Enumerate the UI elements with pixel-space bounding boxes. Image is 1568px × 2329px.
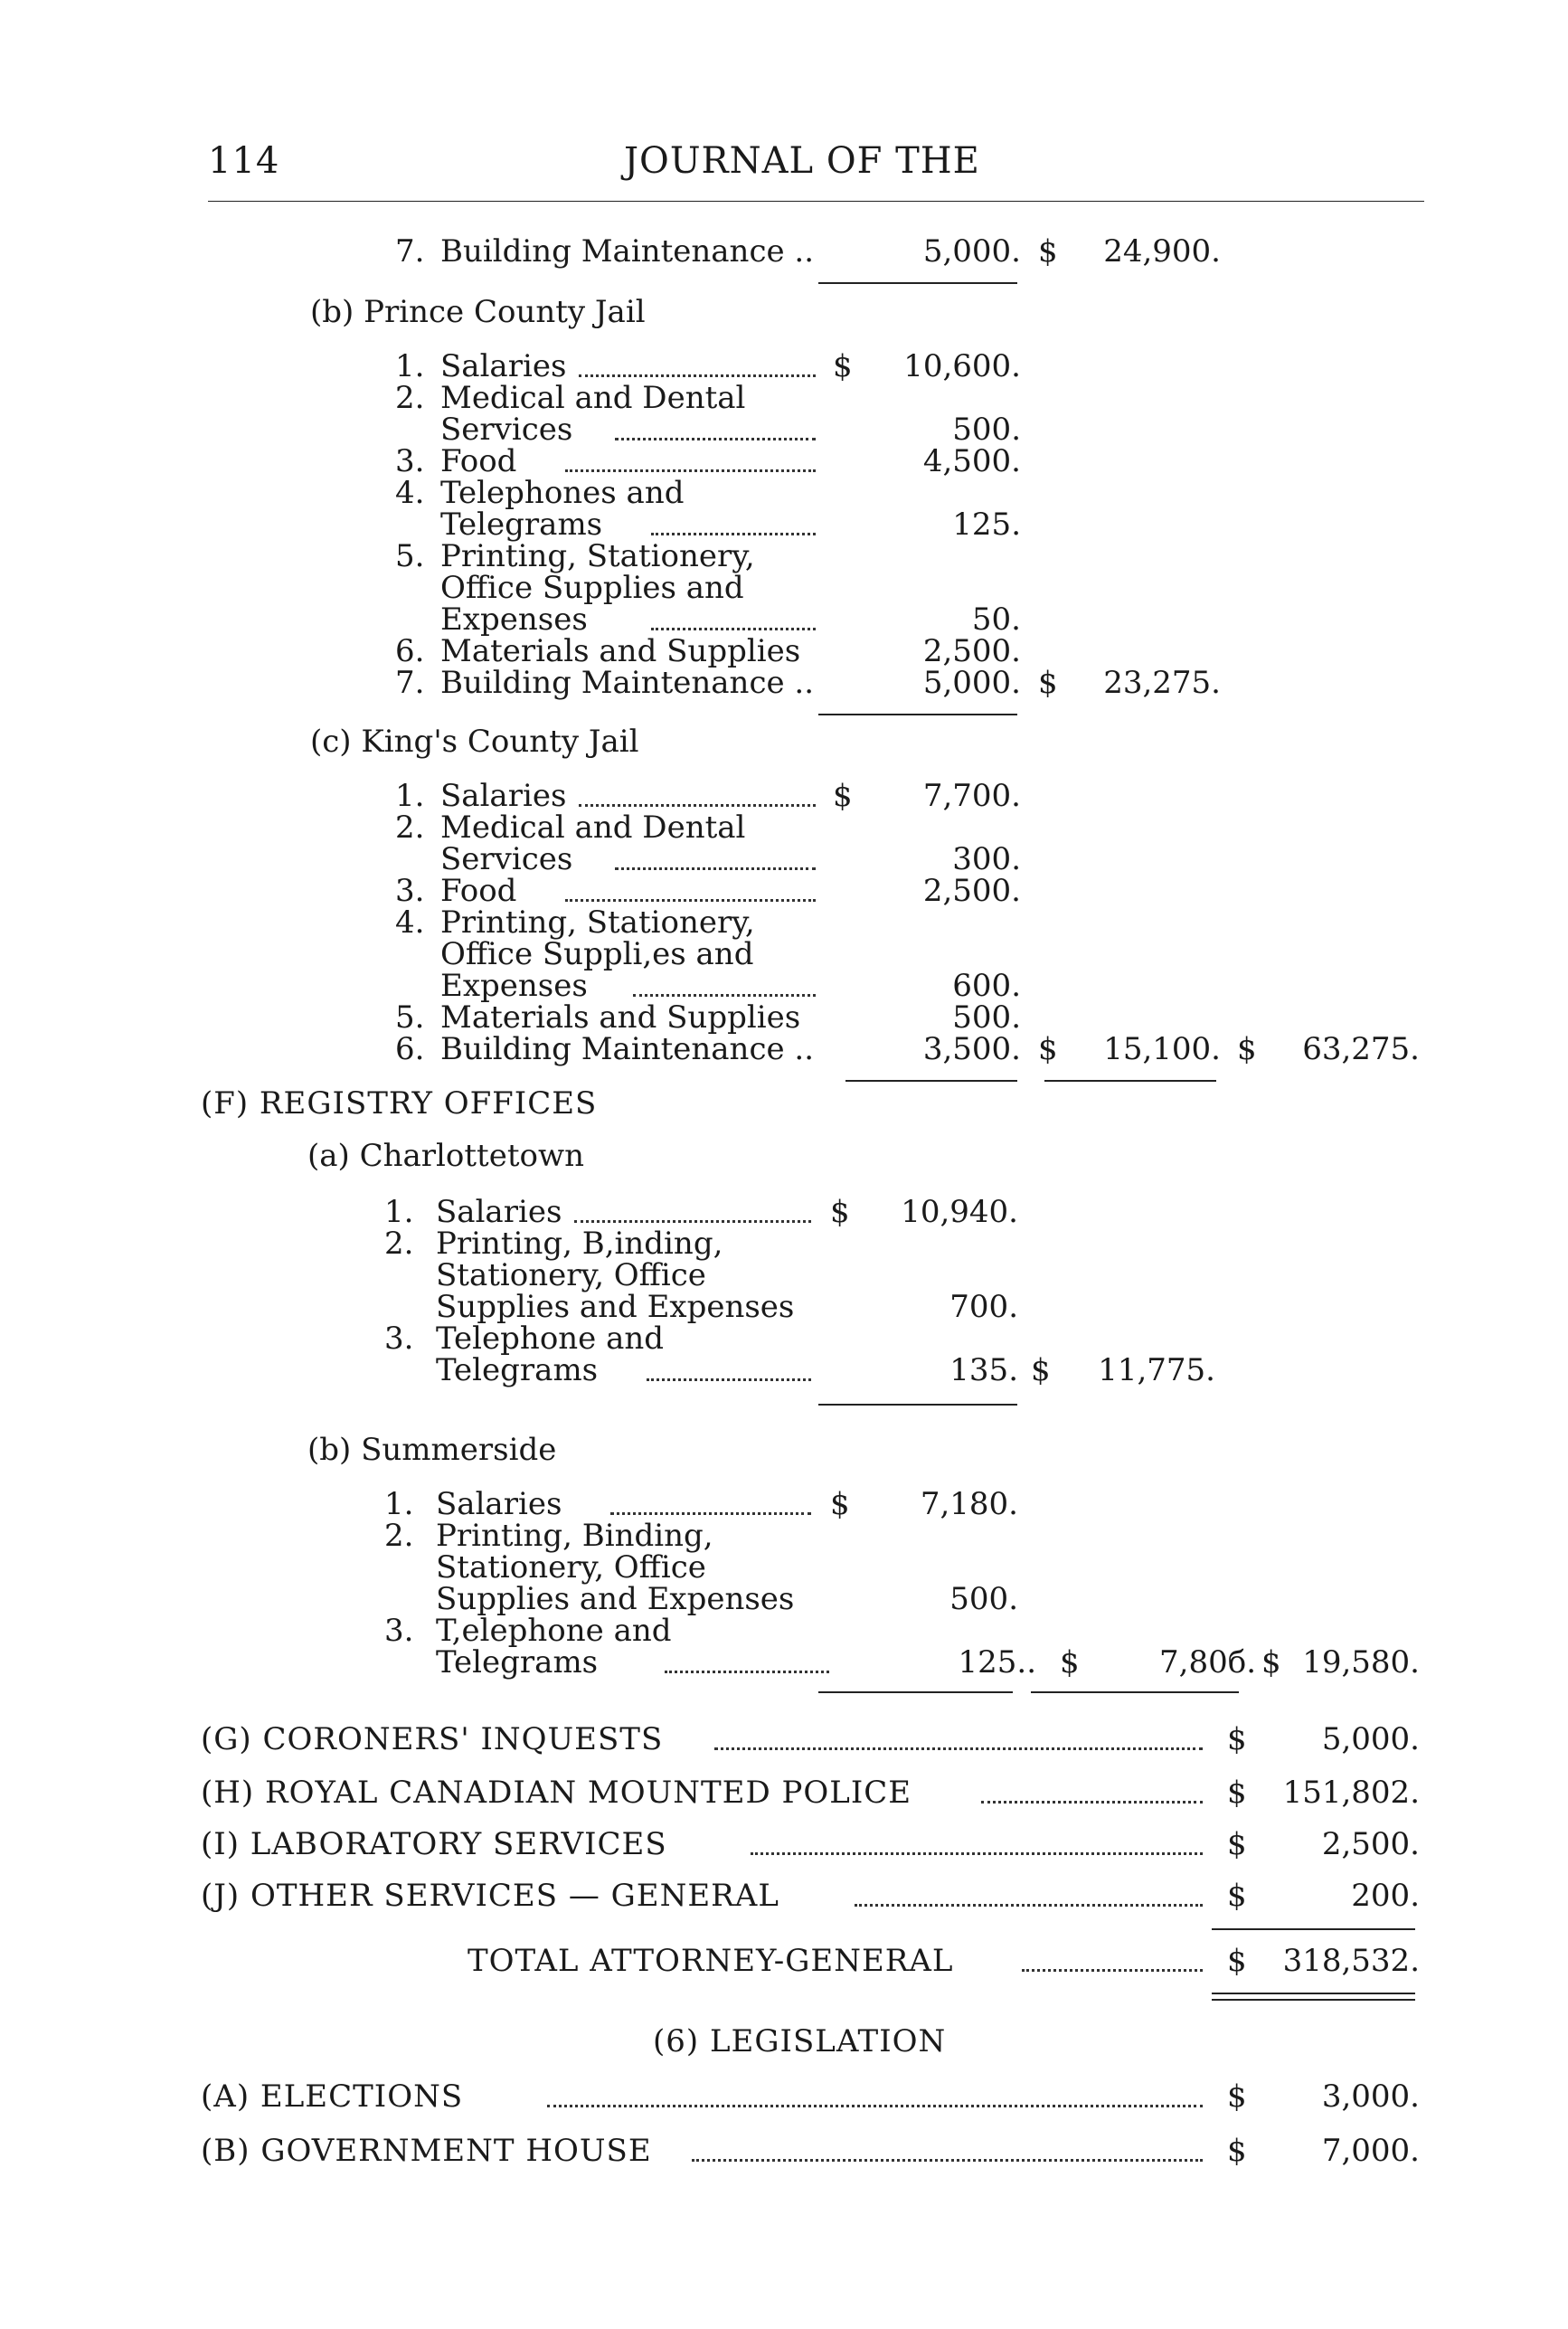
line-label: Services xyxy=(440,412,573,448)
line-label: Building Maintenance .. xyxy=(440,233,815,270)
line-label: Printing, B,inding, xyxy=(436,1226,723,1262)
dollar-sign: $ xyxy=(1227,2133,1247,2169)
line-label: Materials and Supplies xyxy=(440,633,801,669)
line-amount: 700. xyxy=(949,1289,1018,1325)
line-number: 2. xyxy=(384,1518,414,1554)
line-amount: 135. xyxy=(949,1352,1018,1388)
line-label: Building Maintenance .. xyxy=(440,665,815,701)
dot-leader xyxy=(651,628,816,630)
line-amount: 300. xyxy=(952,841,1021,877)
line-label: Food xyxy=(440,443,517,479)
line-number: 3. xyxy=(384,1613,414,1649)
running-title: JOURNAL OF THE xyxy=(624,140,980,182)
dot-leader xyxy=(665,1671,829,1673)
line-label: Printing, Binding, xyxy=(436,1518,713,1554)
line-number: 4. xyxy=(395,475,425,511)
line-number: 6. xyxy=(395,633,425,669)
line-amount: 50. xyxy=(971,601,1021,638)
dot-leader xyxy=(610,1512,811,1515)
dollar-sign: $ xyxy=(1237,1031,1257,1067)
line-label: Printing, Stationery, xyxy=(440,904,755,941)
line-label: Stationery, Office xyxy=(436,1257,706,1293)
dot-leader xyxy=(1022,1969,1203,1972)
dollar-sign: $ xyxy=(1227,1721,1247,1757)
subtotal-rule xyxy=(818,714,1017,715)
line-label: Printing, Stationery, xyxy=(440,538,755,574)
dollar-sign: $ xyxy=(1227,1943,1247,1979)
line-amount: 125.. xyxy=(958,1644,1036,1680)
line-amount: 7,700. xyxy=(922,778,1021,814)
subtotal-amount: 11,775. xyxy=(1098,1352,1215,1388)
summary-label: (H) ROYAL CANADIAN MOUNTED POLICE xyxy=(201,1775,912,1811)
subtotal-amount: 7,80б. xyxy=(1159,1644,1256,1680)
line-label: Food xyxy=(440,873,517,909)
line-amount: 500. xyxy=(949,1581,1018,1617)
line-number: 1. xyxy=(384,1194,414,1230)
line-number: 3. xyxy=(384,1321,414,1357)
dot-leader xyxy=(651,533,816,535)
line-amount: 3,500. xyxy=(922,1031,1021,1067)
section-heading: (F) REGISTRY OFFICES xyxy=(201,1085,598,1122)
line-label: Supplies and Expenses xyxy=(436,1289,795,1325)
summary-amount: 3,000. xyxy=(1321,2078,1420,2115)
summary-label: (B) GOVERNMENT HOUSE xyxy=(201,2133,652,2169)
line-label: Salaries xyxy=(440,348,567,384)
dot-leader xyxy=(579,804,816,807)
subtotal-amount: 24,900. xyxy=(1103,233,1221,270)
dollar-sign: $ xyxy=(1227,1878,1247,1914)
line-number: 7. xyxy=(395,233,425,270)
dollar-sign: $ xyxy=(1031,1352,1051,1388)
subtotal-rule xyxy=(1031,1691,1239,1693)
dot-leader xyxy=(547,2105,1203,2107)
summary-amount: 7,000. xyxy=(1321,2133,1420,2169)
page-number: 114 xyxy=(208,140,280,182)
total-amount: 19,580. xyxy=(1302,1644,1420,1680)
line-label: Office Suppli,es and xyxy=(440,936,754,972)
subtotal-rule xyxy=(818,1404,1017,1406)
dot-leader xyxy=(579,374,816,377)
line-label: Medical and Dental xyxy=(440,380,746,416)
subsection-heading: (b) Summerside xyxy=(307,1432,557,1468)
summary-label: (I) LABORATORY SERVICES xyxy=(201,1826,667,1862)
section-heading: (6) LEGISLATION xyxy=(653,2023,947,2059)
total-amount: 318,532. xyxy=(1282,1943,1420,1979)
total-rule xyxy=(1212,1928,1415,1930)
dollar-sign: $ xyxy=(830,1486,850,1522)
dollar-sign: $ xyxy=(1227,1826,1247,1862)
dollar-sign: $ xyxy=(833,778,853,814)
line-number: 3. xyxy=(395,443,425,479)
summary-label: (A) ELECTIONS xyxy=(201,2078,464,2115)
line-number: 5. xyxy=(395,999,425,1036)
line-amount: 500. xyxy=(952,999,1021,1036)
line-number: 3. xyxy=(395,873,425,909)
line-label: Telegrams xyxy=(440,507,603,543)
line-amount: 10,600. xyxy=(903,348,1021,384)
line-label: Salaries xyxy=(436,1486,562,1522)
dollar-sign: $ xyxy=(1227,2078,1247,2115)
line-number: 6. xyxy=(395,1031,425,1067)
line-amount: 2,500. xyxy=(922,873,1021,909)
line-label: Building Maintenance .. xyxy=(440,1031,815,1067)
line-label: Materials and Supplies xyxy=(440,999,801,1036)
line-label: Expenses xyxy=(440,968,588,1004)
dot-leader xyxy=(633,994,816,997)
line-label: Telephone and xyxy=(436,1321,665,1357)
line-label: Services xyxy=(440,841,573,877)
line-amount: 600. xyxy=(952,968,1021,1004)
line-label: Office Supplies and xyxy=(440,570,744,606)
line-number: 4. xyxy=(395,904,425,941)
dollar-sign: $ xyxy=(830,1194,850,1230)
dot-leader xyxy=(714,1747,1203,1750)
subtotal-rule xyxy=(1044,1080,1216,1082)
subtotal-rule xyxy=(818,282,1017,284)
dollar-sign: $ xyxy=(1038,233,1058,270)
dot-leader xyxy=(751,1852,1203,1855)
line-label: Supplies and Expenses xyxy=(436,1581,795,1617)
subtotal-amount: 15,100. xyxy=(1103,1031,1221,1067)
subtotal-rule xyxy=(845,1080,1017,1082)
line-label: T,elephone and xyxy=(436,1613,672,1649)
line-amount: 4,500. xyxy=(922,443,1021,479)
double-rule xyxy=(1212,1999,1415,2001)
line-amount: 10,940. xyxy=(901,1194,1018,1230)
dot-leader xyxy=(692,2159,1203,2162)
total-label: TOTAL ATTORNEY-GENERAL xyxy=(468,1943,954,1979)
subsection-heading: (a) Charlottetown xyxy=(307,1138,584,1174)
line-amount: 125. xyxy=(952,507,1021,543)
dot-leader xyxy=(574,1220,811,1223)
subtotal-amount: 23,275. xyxy=(1103,665,1221,701)
line-label: Telephones and xyxy=(440,475,685,511)
summary-amount: 200. xyxy=(1351,1878,1420,1914)
dot-leader xyxy=(647,1378,811,1381)
line-label: Telegrams xyxy=(436,1644,599,1680)
summary-label: (J) OTHER SERVICES — GENERAL xyxy=(201,1878,779,1914)
line-label: Expenses xyxy=(440,601,588,638)
dollar-sign: $ xyxy=(1038,665,1058,701)
summary-label: (G) CORONERS' INQUESTS xyxy=(201,1721,664,1757)
dot-leader xyxy=(615,867,816,870)
line-label: Stationery, Office xyxy=(436,1549,706,1586)
section-heading: (c) King's County Jail xyxy=(310,724,639,760)
line-number: 1. xyxy=(384,1486,414,1522)
line-amount: 5,000. xyxy=(922,665,1021,701)
line-amount: 5,000. xyxy=(922,233,1021,270)
dollar-sign: $ xyxy=(1261,1644,1281,1680)
dot-leader xyxy=(565,899,816,902)
subtotal-rule xyxy=(818,1691,1013,1693)
line-number: 5. xyxy=(395,538,425,574)
line-label: Telegrams xyxy=(436,1352,599,1388)
line-number: 2. xyxy=(384,1226,414,1262)
header-rule xyxy=(208,201,1424,202)
line-number: 1. xyxy=(395,348,425,384)
dot-leader xyxy=(981,1801,1203,1804)
line-number: 7. xyxy=(395,665,425,701)
line-label: Salaries xyxy=(440,778,567,814)
summary-amount: 151,802. xyxy=(1282,1775,1420,1811)
line-label: Salaries xyxy=(436,1194,562,1230)
dot-leader xyxy=(565,469,816,472)
line-number: 2. xyxy=(395,380,425,416)
dollar-sign: $ xyxy=(1060,1644,1080,1680)
line-amount: 7,180. xyxy=(920,1486,1018,1522)
section-heading: (b) Prince County Jail xyxy=(310,294,646,330)
double-rule xyxy=(1212,1993,1415,1994)
line-number: 2. xyxy=(395,809,425,846)
dot-leader xyxy=(615,438,816,440)
line-amount: 500. xyxy=(952,412,1021,448)
total-amount: 63,275. xyxy=(1302,1031,1420,1067)
line-number: 1. xyxy=(395,778,425,814)
summary-amount: 2,500. xyxy=(1321,1826,1420,1862)
dot-leader xyxy=(855,1904,1203,1907)
dollar-sign: $ xyxy=(1227,1775,1247,1811)
line-label: Medical and Dental xyxy=(440,809,746,846)
line-amount: 2,500. xyxy=(922,633,1021,669)
dollar-sign: $ xyxy=(833,348,853,384)
dollar-sign: $ xyxy=(1038,1031,1058,1067)
summary-amount: 5,000. xyxy=(1321,1721,1420,1757)
